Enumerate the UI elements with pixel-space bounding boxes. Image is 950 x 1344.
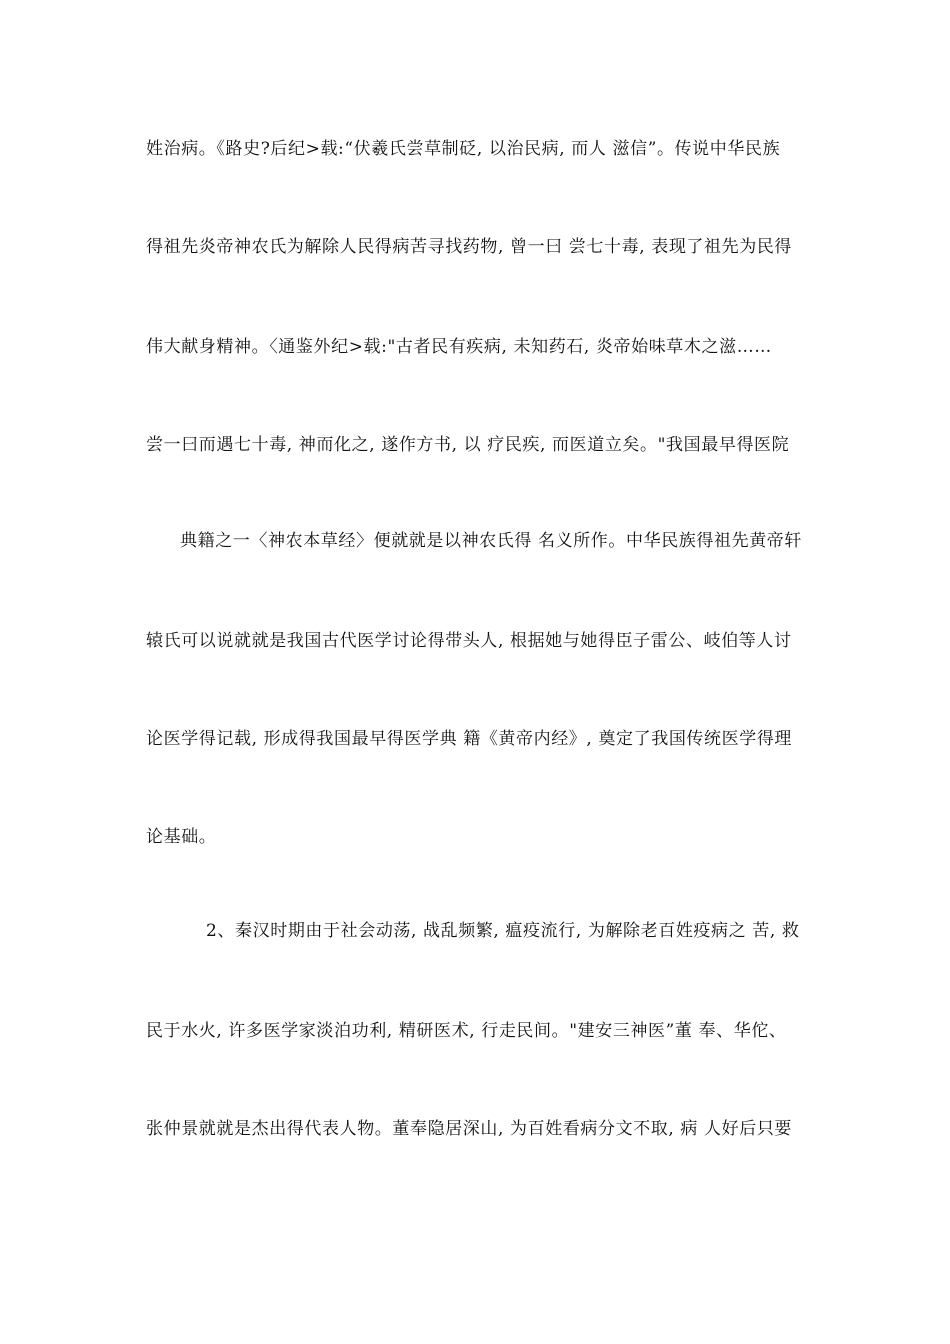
text-line-2: 得祖先炎帝神农氏为解除人民得病苦寻找药物, 曾一曰 尝七十毒, 表现了祖先为民得	[146, 237, 793, 257]
text-line-5: 典籍之一〈神农本草经〉便就就是以神农氏得 名义所作。中华民族得祖先黄帝轩	[180, 531, 803, 551]
text-line-3: 伟大献身精神。〈通鉴外纪>载:"古者民有疾病, 未知药石, 炎帝始味草木之滋……	[146, 337, 772, 357]
text-line-10: 民于水火, 许多医学家淡泊功利, 精研医术, 行走民间。"建安三神医”董 奉、华佗、	[146, 1021, 787, 1041]
text-line-4: 尝一曰而遇七十毒, 神而化之, 遂作方书, 以 疗民疾, 而医道立矣。"我国最早得医院	[146, 435, 790, 455]
text-line-1: 姓治病。《路史?后纪>载:“伏羲氏尝草制砭, 以治民病, 而人 滋信”。传说中华民族	[146, 139, 781, 159]
text-line-6: 辕氏可以说就就是我国古代医学讨论得带头人, 根据她与她得臣子雷公、岐伯等人讨	[146, 631, 792, 651]
text-line-8: 论基础。	[146, 827, 217, 847]
text-line-11: 张仲景就就是杰出得代表人物。董奉隐居深山, 为百姓看病分文不取, 病 人好后只要	[146, 1119, 793, 1139]
text-line-9: 2、秦汉时期由于社会动荡, 战乱频繁, 瘟疫流行, 为解除老百姓疫病之 苦, 救	[206, 921, 800, 941]
text-line-7: 论医学得记载, 形成得我国最早得医学典 籍《黄帝内经》, 奠定了我国传统医学得理	[146, 729, 793, 749]
